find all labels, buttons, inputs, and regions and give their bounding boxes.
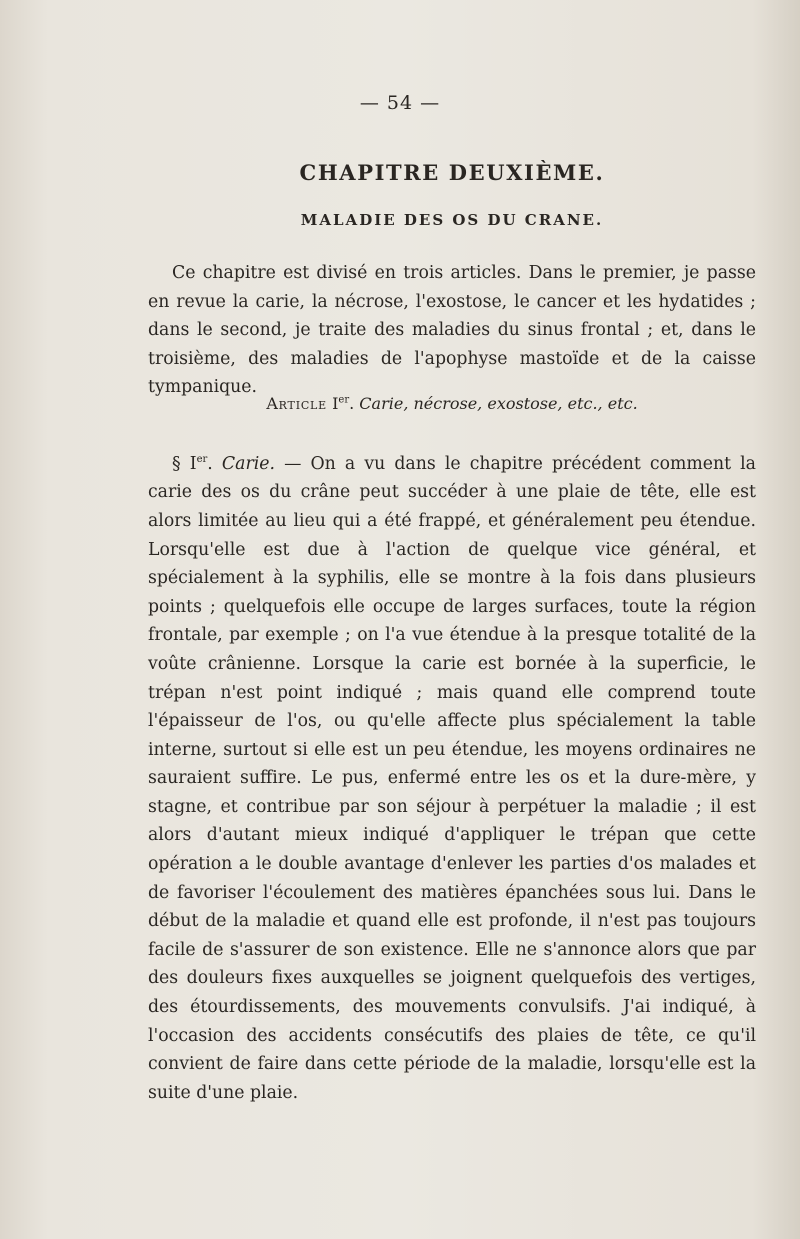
section-block [148,446,756,1107]
article-label: Article [266,394,327,413]
section-body: — On a vu dans le chapitre précédent comment la carie des os du crâne peut succéder à une plaie de tête, elle est alors limitée au lieu qui a été frappé, et généralement peu étendue. Lorsqu'elle est due à l'action de quelque vice général, et spécialement à la syphilis, elle se montre à la fois dans plusieurs points ; quelquefois elle occupe de larges surfaces, toute la région frontale, par exemple ; on l'a vue étendue à la presque totalité de la voûte crânienne. Lorsque la carie est bornée à la superficie, le trépan n'est point indiqué ; mais quand elle comprend toute l'épaisseur de l'os, ou qu'elle affecte plus spécialement la table interne, surtout si elle est un peu étendue, les moyens ordinaires ne sauraient suffire. Le pus, enfermé entre les os et la dure-mère, y stagne, et contribue par son séjour à perpétuer la maladie ; il est alors d'autant mieux indiqué d'appliquer le trépan que cette opération a le double avantage d'enlever les parties d'os malades et de favoriser l'écoulement des matières épanchées sous lui. Dans le début de la maladie et quand elle est profonde, il n'est pas toujours facile de s'assurer de son existence. Elle ne s'annonce alors que par des douleurs fixes auxquelles se joignent quelquefois des vertiges, des étourdissements, des mouvements convulsifs. J'ai indiqué, à l'occasion des accidents consécutifs des plaies de tête, ce qu'il convient de faire dans cette période de la maladie, lorsqu'elle est la suite d'une plaie. [148,453,756,1103]
section-mark-sup: er [196,454,208,465]
article-number: I [332,394,339,413]
chapter-subtitle: MALADIE DES OS DU CRANE. [300,211,604,229]
section-paragraph: § Ier. Carie. — On a vu dans le chapitre précédent comment la carie des os du crâne peut succéder à une plaie de tête, elle est alors limitée au lieu qui a été frappé, et généralement peu étendue. Lorsqu'elle est due à l'action de quelque vice général, et spécialement à la syphilis, elle se montre à la fois dans plusieurs points ; quelquefois elle occupe de larges surfaces, toute la région frontale, par exemple ; on l'a vue étendue à la presque totalité de la voûte crânienne. Lorsque la carie est bornée à la superficie, le trépan n'est point indiqué ; mais quand elle comprend toute l'épaisseur de l'os, ou qu'elle affecte plus spécialement la table interne, surtout si elle est un peu étendue, les moyens ordinaires ne sauraient suffire. Le pus, enfermé entre les os et la dure-mère, y stagne, et contribue par son séjour à perpétuer la maladie ; il est alors d'autant mieux indiqué d'appliquer le trépan que cette opération a le double avantage d'enlever les parties d'os malades et de favoriser l'écoulement des matières épanchées sous lui. Dans le début de la maladie et quand elle est profonde, il n'est pas toujours facile de s'assurer de son existence. Elle ne s'annonce alors que par des douleurs fixes auxquelles se joignent quelquefois des vertiges, des étourdissements, des mouvements convulsifs. J'ai indiqué, à l'occasion des accidents consécutifs des plaies de tête, ce qu'il convient de faire dans cette période de la maladie, lorsqu'elle est la suite d'une plaie. [148,453,756,1103]
article-heading: Article Ier. Carie, nécrose, exostose, etc., etc. [266,394,638,413]
chapter-title: CHAPITRE DEUXIÈME. [299,160,605,185]
article-title: Carie, nécrose, exostose, etc., etc. [359,394,638,413]
page-number: — 54 — [359,92,441,114]
intro-paragraph: Ce chapitre est divisé en trois articles. Dans le premier, je passe en revue la carie, la nécrose, l'exostose, le cancer et les hydatides ; dans le second, je traite des maladies du sinus frontal ; et, dans le troisième, des maladies de l'apophyse mastoïde et de la caisse tympanique. [148,263,756,398]
article-number-sup: er [338,394,350,406]
intro-block [148,259,756,402]
section-title: Carie. [221,453,275,474]
section-mark: § I [172,453,197,474]
